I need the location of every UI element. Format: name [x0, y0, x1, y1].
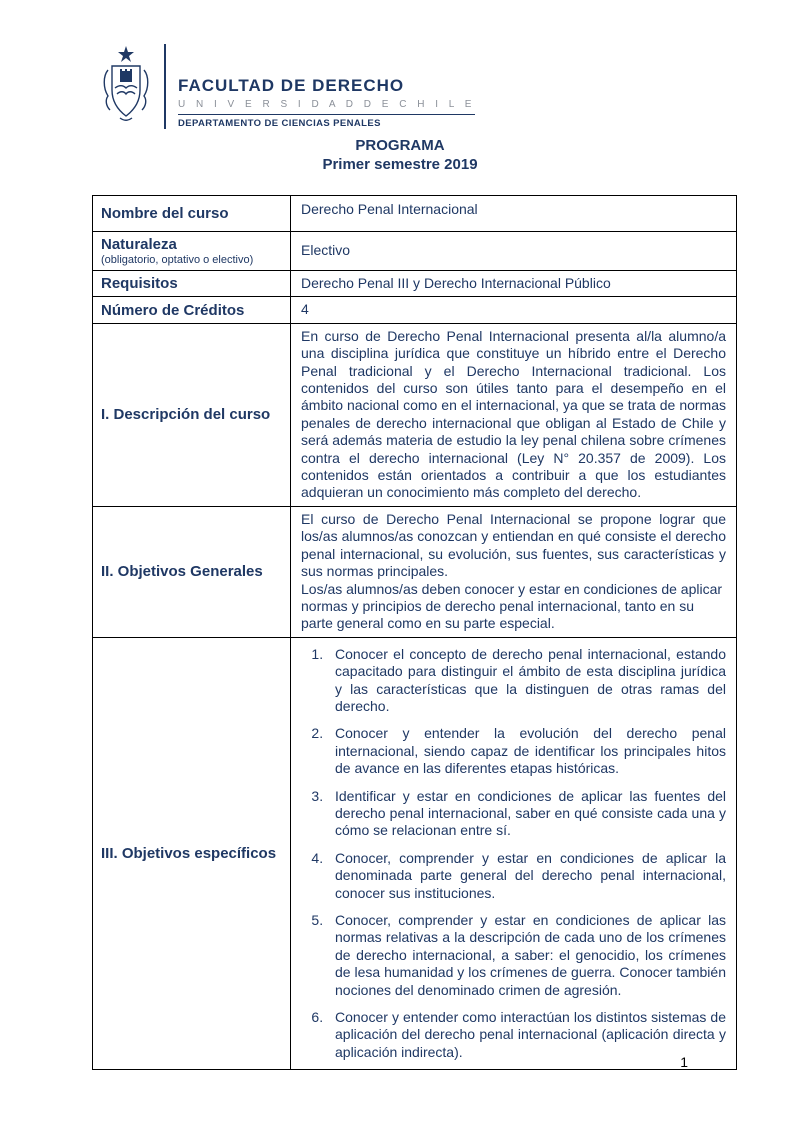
- naturaleza-label-sub: (obligatorio, optativo o electivo): [101, 254, 254, 266]
- title-block: [0, 137, 800, 173]
- table-row-nombre: [93, 196, 736, 232]
- specific-objectives-list: [301, 646, 726, 1062]
- list-item: 6. Conocer y entender como interactúan los distintos sistemas de aplicación del derecho penal internacional (aplicación directa y aplicación indirecta).: [327, 1009, 726, 1061]
- row-value-nombre: Derecho Penal Internacional: [301, 201, 478, 217]
- objetivos-generales-paragraph-1: El curso de Derecho Penal Internacional se propone lograr que los/as alumnos/as conozcan y entiendan en qué consiste el derecho penal internacional, su evolución, sus fuentes, sus características y sus normas principales.: [301, 510, 726, 580]
- document-title: PROGRAMA: [355, 137, 445, 154]
- list-item: 2. Conocer y entender la evolución del derecho penal internacional, siendo capaz de identificar los principales hitos de avance en las diferentes etapas históricas.: [327, 725, 726, 777]
- row-value-creditos: 4: [301, 301, 309, 318]
- institution-header: [100, 44, 800, 129]
- table-row-creditos: [93, 297, 736, 323]
- list-item: 1. Conocer el concepto de derecho penal internacional, estando capacitado para distinguir el ámbito de esta disciplina jurídica y las características que la distinguen de otras ramas del derecho.: [327, 646, 726, 716]
- document-subtitle: Primer semestre 2019: [322, 156, 478, 173]
- naturaleza-label-main: Naturaleza: [101, 236, 177, 253]
- row-value-requisitos: Derecho Penal III y Derecho Internacional Público: [301, 275, 611, 291]
- row-label-objetivos-especificos: III. Objetivos específicos: [93, 638, 291, 1070]
- table-row-requisitos: [93, 271, 736, 297]
- table-row-objetivos-generales: [93, 507, 736, 638]
- uchile-crest-icon: [100, 44, 152, 128]
- page-number: 1: [680, 1054, 688, 1070]
- table-row-naturaleza: [93, 232, 736, 271]
- row-value-naturaleza: Electivo: [301, 242, 351, 259]
- list-item: 3. Identificar y estar en condiciones de aplicar las fuentes del derecho penal internacional, saber en qué consiste cada una y cómo se relacionan entre sí.: [327, 788, 726, 840]
- row-label-objetivos-generales: II. Objetivos Generales: [93, 507, 291, 637]
- row-value-objetivos-generales: [291, 507, 736, 637]
- row-label-creditos: Número de Créditos: [93, 297, 291, 322]
- list-item: 5. Conocer, comprender y estar en condiciones de aplicar las normas relativas a la descripción de cada uno de los crímenes de derecho internacional, a saber: el genocidio, los crímenes de lesa humanidad y los crímenes de guerra. Conocer también nociones del denominado crimen de agresión.: [327, 912, 726, 999]
- row-label-descripcion: I. Descripción del curso: [93, 324, 291, 506]
- row-label-requisitos: Requisitos: [93, 271, 291, 296]
- program-table: [92, 195, 737, 1070]
- row-value-objetivos-especificos: [291, 638, 736, 1070]
- row-value-descripcion: En curso de Derecho Penal Internacional presenta al/la alumno/a una disciplina jurídica que constituye un híbrido entre el Derecho Penal tradicional y el Derecho Internacional tradicional. Los contenidos del curso son útiles tanto para el desempeño en el ámbito nacional como en el internacional, ya que se trata de normas penales de derecho internacional que obligan al Estado de Chile y será además materia de estudio la ley penal chilena sobre crímenes contra el derecho internacional (Ley N° 20.357 de 2009). Los contenidos están orientados a contribuir a que los estudiantes adquieran un conocimiento más completo del derecho.: [301, 327, 726, 501]
- objetivos-generales-paragraph-2: Los/as alumnos/as deben conocer y estar en condiciones de aplicar normas y principios de derecho penal internacional, tanto en su parte general como en su parte especial.: [301, 580, 723, 632]
- university-name: U N I V E R S I D A D D E C H I L E: [178, 99, 476, 110]
- institution-text-block: [164, 44, 475, 129]
- table-row-descripcion: [93, 324, 736, 507]
- faculty-name: FACULTAD DE DERECHO: [178, 76, 405, 95]
- row-label-naturaleza: [93, 232, 291, 270]
- list-item: 4. Conocer, comprender y estar en condiciones de aplicar la denominada parte general del derecho penal internacional, conocer sus instituciones.: [327, 850, 726, 902]
- department-name: DEPARTAMENTO DE CIENCIAS PENALES: [178, 114, 475, 129]
- table-row-objetivos-especificos: [93, 638, 736, 1070]
- row-label-nombre: Nombre del curso: [93, 196, 291, 231]
